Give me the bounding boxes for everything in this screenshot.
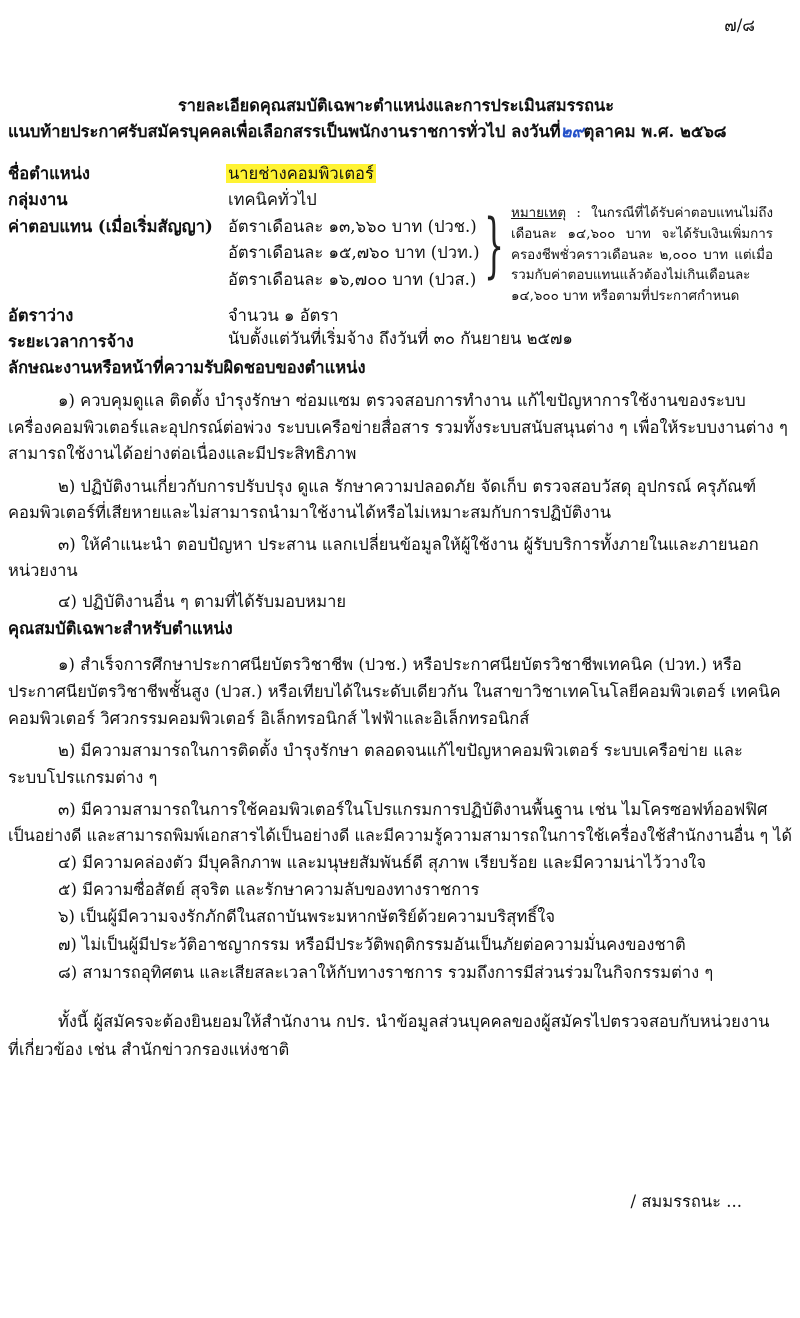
page-number: ๗/๘	[724, 16, 755, 35]
rate-pvt: อัตราเดือนละ ๑๕,๗๖๐ บาท (ปวท.)	[228, 243, 480, 262]
handwritten-date: ๒๙	[560, 122, 584, 141]
rates-brace: }	[484, 204, 505, 286]
duty-item-3: ๓) ให้คำแนะนำ ตอบปัญหา ประสาน แลกเปลี่ยนข้อมูลให้ผู้ใช้งาน ผู้รับบริการทั้งภายในและภายนอก	[58, 535, 759, 554]
compensation-remark	[511, 204, 773, 308]
closing-line-2: ที่เกี่ยวข้อง เช่น สำนักข่าวกรองแห่งชาติ	[8, 1040, 290, 1059]
duty-item-1-line-2: เครื่องคอมพิวเตอร์และอุปกรณ์ต่อพ่วง ระบบเครือข่ายสื่อสาร รวมทั้งระบบสนับสนุนต่าง ๆ เพื่อให้ระบบงานต่าง ๆ	[8, 418, 788, 437]
compensation-label: ค่าตอบแทน (เมื่อเริ่มสัญญา)	[8, 217, 213, 236]
document-title: รายละเอียดคุณสมบัติเฉพาะตำแหน่งและการประเมินสมรรถนะ	[177, 96, 615, 115]
rate-pvch: อัตราเดือนละ ๑๓,๖๖๐ บาท (ปวช.)	[228, 217, 477, 236]
duty-item-4: ๔) ปฏิบัติงานอื่น ๆ ตามที่ได้รับมอบหมาย	[58, 592, 347, 611]
continuation-marker: / สมมรรถนะ ...	[630, 1192, 742, 1211]
position-label: ชื่อตำแหน่ง	[8, 164, 90, 183]
duty-item-1: ๑) ควบคุมดูแล ติดตั้ง บำรุงรักษา ซ่อมแซม ตรวจสอบการทำงาน แก้ไขปัญหาการใช้งานของระบบ	[58, 391, 746, 410]
qual-item-5: ๕) มีความซื่อสัตย์ สุจริต และรักษาความลับของทางราชการ	[58, 880, 480, 899]
group-value: เทคนิคทั่วไป	[228, 190, 317, 209]
qual-item-7: ๗) ไม่เป็นผู้มีประวัติอาชญากรรม หรือมีประวัติพฤติกรรมอันเป็นภัยต่อความมั่นคงของชาติ	[58, 935, 686, 954]
document-subtitle	[8, 122, 727, 143]
subtitle-suffix: ตุลาคม พ.ศ. ๒๕๖๘	[583, 122, 727, 141]
qual-item-1: ๑) สำเร็จการศึกษาประกาศนียบัตรวิชาชีพ (ปวช.) หรือประกาศนียบัตรวิชาชีพเทคนิค (ปวท.) หรือ	[58, 655, 742, 674]
subtitle-prefix: แนบท้ายประกาศรับสมัครบุคคลเพื่อเลือกสรรเป็นพนักงานราชการทั่วไป ลงวันที่	[8, 122, 561, 141]
position-highlight: นายช่างคอมพิวเตอร์	[228, 164, 374, 183]
duties-heading: ลักษณะงานหรือหน้าที่ความรับผิดชอบของตำแหน่ง	[8, 358, 366, 377]
qual-item-2-line-2: ระบบโปรแกรมต่าง ๆ	[8, 768, 158, 787]
qual-item-3: ๓) มีความสามารถในการใช้คอมพิวเตอร์ในโปรแกรมการปฏิบัติงานพื้นฐาน เช่น ไมโครซอฟท์ออฟฟิศ	[58, 800, 768, 819]
remark-text: : ในกรณีที่ได้รับค่าตอบแทนไม่ถึงเดือนละ ๑๔,๖๐๐ บาท จะได้รับเงินเพิ่มการครองชีพชั่วคราวเดือนละ ๒,๐๐๐ บาท แต่เมื่อรวมกับค่าตอบแทนแล้วต้องไม่เกินเดือนละ ๑๔,๖๐๐ บาท หรือตามที่ประกาศกำหนด	[511, 206, 773, 305]
qual-item-2: ๒) มีความสามารถในการติดตั้ง บำรุงรักษา ตลอดจนแก้ไขปัญหาคอมพิวเตอร์ ระบบเครือข่าย และ	[58, 741, 743, 760]
qual-item-8: ๘) สามารถอุทิศตน และเสียสละเวลาให้กับทางราชการ รวมถึงการมีส่วนร่วมในกิจกรรมต่าง ๆ	[58, 963, 714, 982]
duty-item-3-line-2: หน่วยงาน	[8, 561, 78, 580]
period-label: ระยะเวลาการจ้าง	[8, 332, 134, 351]
position-value	[226, 164, 376, 185]
qual-item-4: ๔) มีความคล่องตัว มีบุคลิกภาพ และมนุษยสัมพันธ์ดี สุภาพ เรียบร้อย และมีความน่าไว้วางใจ	[58, 853, 707, 872]
group-label: กลุ่มงาน	[8, 190, 68, 209]
closing-line-1: ทั้งนี้ ผู้สมัครจะต้องยินยอมให้สำนักงาน กปร. นำข้อมูลส่วนบุคคลของผู้สมัครไปตรวจสอบกับหน่วยงาน	[58, 1012, 770, 1031]
duty-item-2: ๒) ปฏิบัติงานเกี่ยวกับการปรับปรุง ดูแล รักษาความปลอดภัย จัดเก็บ ตรวจสอบวัสดุ อุปกรณ์ ครุภัณฑ์	[58, 477, 757, 496]
period-value: นับตั้งแต่วันที่เริ่มจ้าง ถึงวันที่ ๓๐ กันยายน ๒๕๗๑	[228, 329, 573, 348]
qual-item-1-line-2: ประกาศนียบัตรวิชาชีพชั้นสูง (ปวส.) หรือเทียบได้ในระดับเดียวกัน ในสาขาวิชาเทคโนโลยีคอมพิวเตอร์ เทคนิค	[8, 682, 781, 701]
qual-item-6: ๖) เป็นผู้มีความจงรักภักดีในสถาบันพระมหากษัตริย์ด้วยความบริสุทธิ์ใจ	[58, 907, 556, 926]
qualifications-heading: คุณสมบัติเฉพาะสำหรับตำแหน่ง	[8, 619, 233, 638]
vacancy-label: อัตราว่าง	[8, 306, 74, 325]
qual-item-1-line-3: คอมพิวเตอร์ วิศวกรรมคอมพิวเตอร์ อิเล็กทรอนิกส์ ไฟฟ้าและอิเล็กทรอนิกส์	[8, 709, 530, 728]
duty-item-2-line-2: คอมพิวเตอร์ที่เสียหายและไม่สามารถนำมาใช้งานได้หรือไม่เหมาะสมกับการปฏิบัติงาน	[8, 503, 612, 522]
remark-label: หมายเหตุ	[511, 206, 567, 221]
rate-pvs: อัตราเดือนละ ๑๖,๗๐๐ บาท (ปวส.)	[228, 270, 477, 289]
duty-item-1-line-3: สามารถใช้งานได้อย่างต่อเนื่องและมีประสิทธิภาพ	[8, 444, 357, 463]
qual-item-3-line-2: เป็นอย่างดี และสามารถพิมพ์เอกสารได้เป็นอย่างดี และมีความรู้ความสามารถในการใช้เครื่องใช้สำนักงานอื่น ๆ ได้	[8, 826, 792, 845]
vacancy-value: จำนวน ๑ อัตรา	[228, 306, 339, 325]
